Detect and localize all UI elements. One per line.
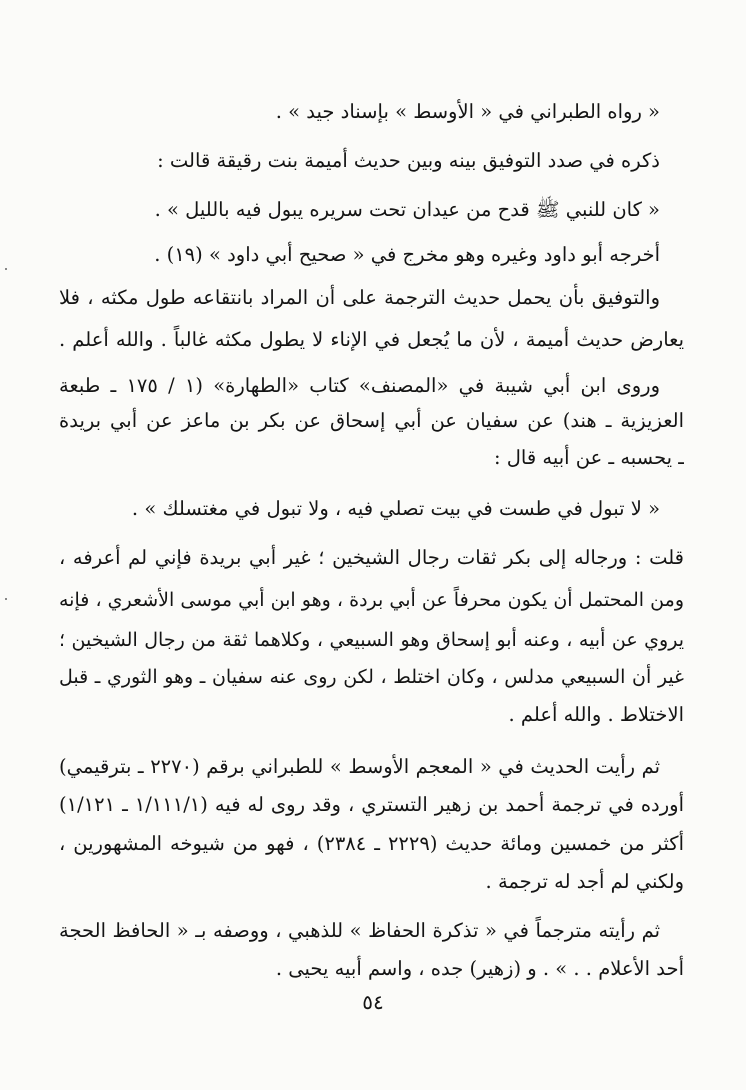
text-line: الاختلاط . والله أعلم . bbox=[508, 703, 684, 726]
text-line: ولكني لم أجد له ترجمة . bbox=[485, 870, 684, 893]
text-line: ـ يحسبه ـ عن أبيه قال : bbox=[493, 446, 684, 469]
text-line: العزيزية ـ هند) عن سفيان عن أبي إسحاق عن بكر بن ماعز عن أبي بريدة bbox=[59, 409, 684, 432]
text-line: أحد الأعلام . . » . و (زهير) جده ، واسم أبيه يحيى . bbox=[275, 957, 684, 980]
text-line: أكثر من خمسين ومائة حديث (٢٢٢٩ ـ ٢٣٨٤) ، فهو من شيوخه المشهورين ، bbox=[59, 832, 684, 855]
text-line: قلت : ورجاله إلى بكر ثقات رجال الشيخين ؛ غير أبي بريدة فإني لم أعرفه ، bbox=[59, 546, 684, 569]
scan-speck bbox=[5, 598, 7, 600]
text-line: « رواه الطبراني في « الأوسط » بإسناد جيد » . bbox=[275, 100, 660, 123]
text-line: « لا تبول في طست في بيت تصلي فيه ، ولا تبول في مغتسلك » . bbox=[131, 497, 660, 520]
text-line: غير أن السبيعي مدلس ، وكان اختلط ، لكن روى عنه سفيان ـ وهو الثوري ـ قبل bbox=[59, 666, 684, 688]
text-line: ذكره في صدد التوفيق بينه وبين حديث أميمة بنت رقيقة قالت : bbox=[157, 149, 660, 172]
text-line: والتوفيق بأن يحمل حديث الترجمة على أن المراد بانتقاعه طول مكثه ، فلا bbox=[59, 286, 660, 309]
text-line: أخرجه أبو داود وغيره وهو مخرج في « صحيح أبي داود » (١٩) . bbox=[154, 243, 660, 266]
text-line: يروي عن أبيه ، وعنه أبو إسحاق وهو السبيعي ، وكلاهما ثقة من رجال الشيخين ؛ bbox=[59, 629, 684, 651]
text-line: « كان للنبي ﷺ قدح من عيدان تحت سريره يبول فيه بالليل » . bbox=[154, 198, 660, 221]
text-line: ثم رأيته مترجماً في « تذكرة الحفاظ » للذهبي ، ووصفه بـ « الحافظ الحجة bbox=[59, 919, 660, 942]
text-line: أورده في ترجمة أحمد بن زهير التستري ، وقد روى له فيه (١/١١١/١ ـ ١/١٢١) bbox=[59, 793, 684, 816]
text-line: ومن المحتمل أن يكون محرفاً عن أبي بردة ، وهو ابن أبي موسى الأشعري ، فإنه bbox=[59, 589, 684, 611]
scan-speck bbox=[5, 268, 7, 270]
text-line: ثم رأيت الحديث في « المعجم الأوسط » للطبراني برقم (٢٢٧٠ ـ بترقيمي) bbox=[59, 755, 660, 778]
text-line: يعارض حديث أميمة ، لأن ما يُجعل في الإناء لا يطول مكثه غالباً . والله أعلم . bbox=[59, 328, 684, 351]
page-number: ٥٤ bbox=[362, 990, 384, 1014]
text-line: وروى ابن أبي شيبة في «المصنف» كتاب «الطهارة» (١ / ١٧٥ ـ طبعة bbox=[59, 374, 660, 397]
